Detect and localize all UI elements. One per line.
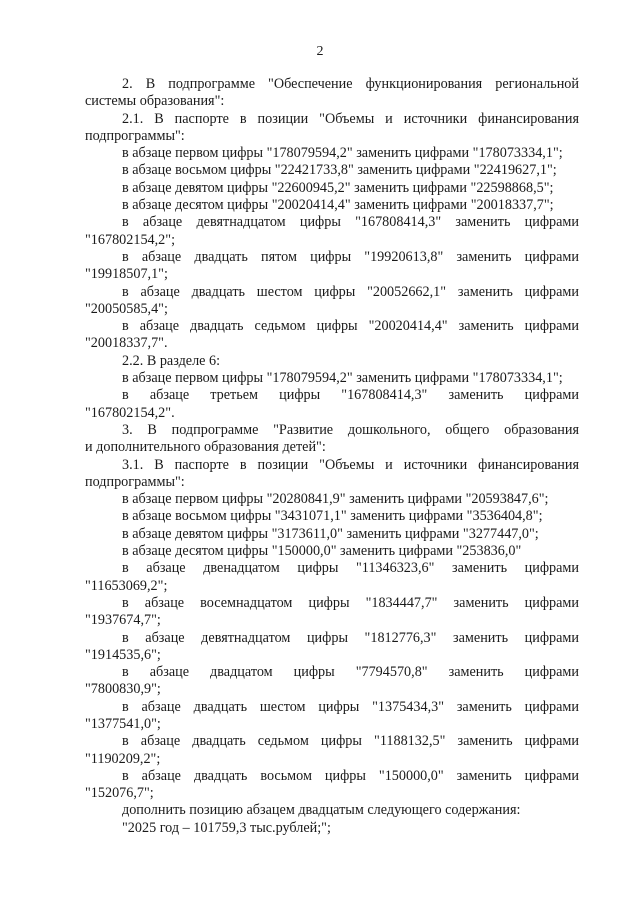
text-line: в абзаце двадцатом цифры "7794570,8" заменить цифрами — [122, 664, 579, 681]
text-line: в абзаце восемнадцатом цифры "1834447,7" заменить цифрами — [122, 594, 579, 611]
text-line: в абзаце первом цифры "20280841,9" заменить цифрами "20593847,6"; — [122, 491, 549, 508]
text-line: "11653069,2"; — [85, 577, 168, 594]
text-line: в абзаце двадцать седьмом цифры "20020414,4" заменить цифрами — [122, 318, 579, 335]
text-line: 2.2. В разделе 6: — [122, 352, 221, 369]
text-line: 3.1. В паспорте в позиции "Объемы и источники финансирования — [122, 456, 579, 473]
text-line: "19918507,1"; — [85, 266, 168, 283]
text-line: в абзаце двадцать восьмом цифры "150000,0" заменить цифрами — [122, 767, 579, 784]
document-body — [85, 76, 579, 837]
text-line: и дополнительного образования детей": — [85, 439, 326, 456]
text-line: "1377541,0"; — [85, 715, 161, 732]
text-line: 2. В подпрограмме "Обеспечение функционирования региональной — [122, 76, 579, 92]
text-line: в абзаце девятом цифры "3173611,0" заменить цифрами "3277447,0"; — [122, 525, 539, 542]
text-line: "20050585,4"; — [85, 300, 168, 317]
text-line: в абзаце девятнадцатом цифры "1812776,3" заменить цифрами — [122, 629, 579, 646]
text-line: в абзаце двадцать седьмом цифры "1188132,5" заменить цифрами — [122, 733, 579, 750]
text-line: дополнить позицию абзацем двадцатым следующего содержания: — [122, 802, 521, 819]
text-line: системы образования": — [85, 93, 225, 110]
text-line: "167802154,2". — [85, 404, 175, 421]
text-line: в абзаце девятом цифры "22600945,2" заменить цифрами "22598868,5"; — [122, 179, 554, 196]
text-line: в абзаце первом цифры "178079594,2" заменить цифрами "178073334,1"; — [122, 370, 563, 387]
text-line: "152076,7"; — [85, 785, 154, 802]
text-line: в абзаце двенадцатом цифры "11346323,6" заменить цифрами — [122, 560, 579, 577]
text-line: "1190209,2"; — [85, 750, 161, 767]
text-line: в абзаце двадцать шестом цифры "1375434,3" заменить цифрами — [122, 698, 579, 715]
text-line: в абзаце восьмом цифры "22421733,8" заменить цифрами "22419627,1"; — [122, 162, 557, 179]
text-line: "7800830,9"; — [85, 681, 161, 698]
text-line: в абзаце девятнадцатом цифры "167808414,3" заменить цифрами — [122, 214, 579, 231]
text-line: в абзаце десятом цифры "150000,0" заменить цифрами "253836,0" — [122, 543, 522, 560]
text-line: в абзаце двадцать шестом цифры "20052662,1" заменить цифрами — [122, 283, 579, 300]
text-line: в абзаце двадцать пятом цифры "19920613,8" заменить цифрами — [122, 248, 579, 265]
text-line: "20018337,7". — [85, 335, 168, 352]
text-line: "2025 год – 101759,3 тыс.рублей;"; — [122, 819, 331, 836]
text-line: 2.1. В паспорте в позиции "Объемы и источники финансирования — [122, 110, 579, 127]
page-number: 2 — [316, 44, 324, 59]
text-line: в абзаце первом цифры "178079594,2" заменить цифрами "178073334,1"; — [122, 145, 563, 162]
text-line: "1914535,6"; — [85, 646, 161, 663]
text-line: подпрограммы": — [85, 127, 185, 144]
text-line: в абзаце восьмом цифры "3431071,1" заменить цифрами "3536404,8"; — [122, 508, 543, 525]
text-line: "167802154,2"; — [85, 231, 176, 248]
text-line: 3. В подпрограмме "Развитие дошкольного, общего образования — [122, 421, 579, 438]
text-line: в абзаце третьем цифры "167808414,3" заменить цифрами — [122, 387, 579, 404]
text-line: "1937674,7"; — [85, 612, 161, 629]
text-line: в абзаце десятом цифры "20020414,4" заменить цифрами "20018337,7"; — [122, 197, 554, 214]
text-line: подпрограммы": — [85, 473, 185, 490]
